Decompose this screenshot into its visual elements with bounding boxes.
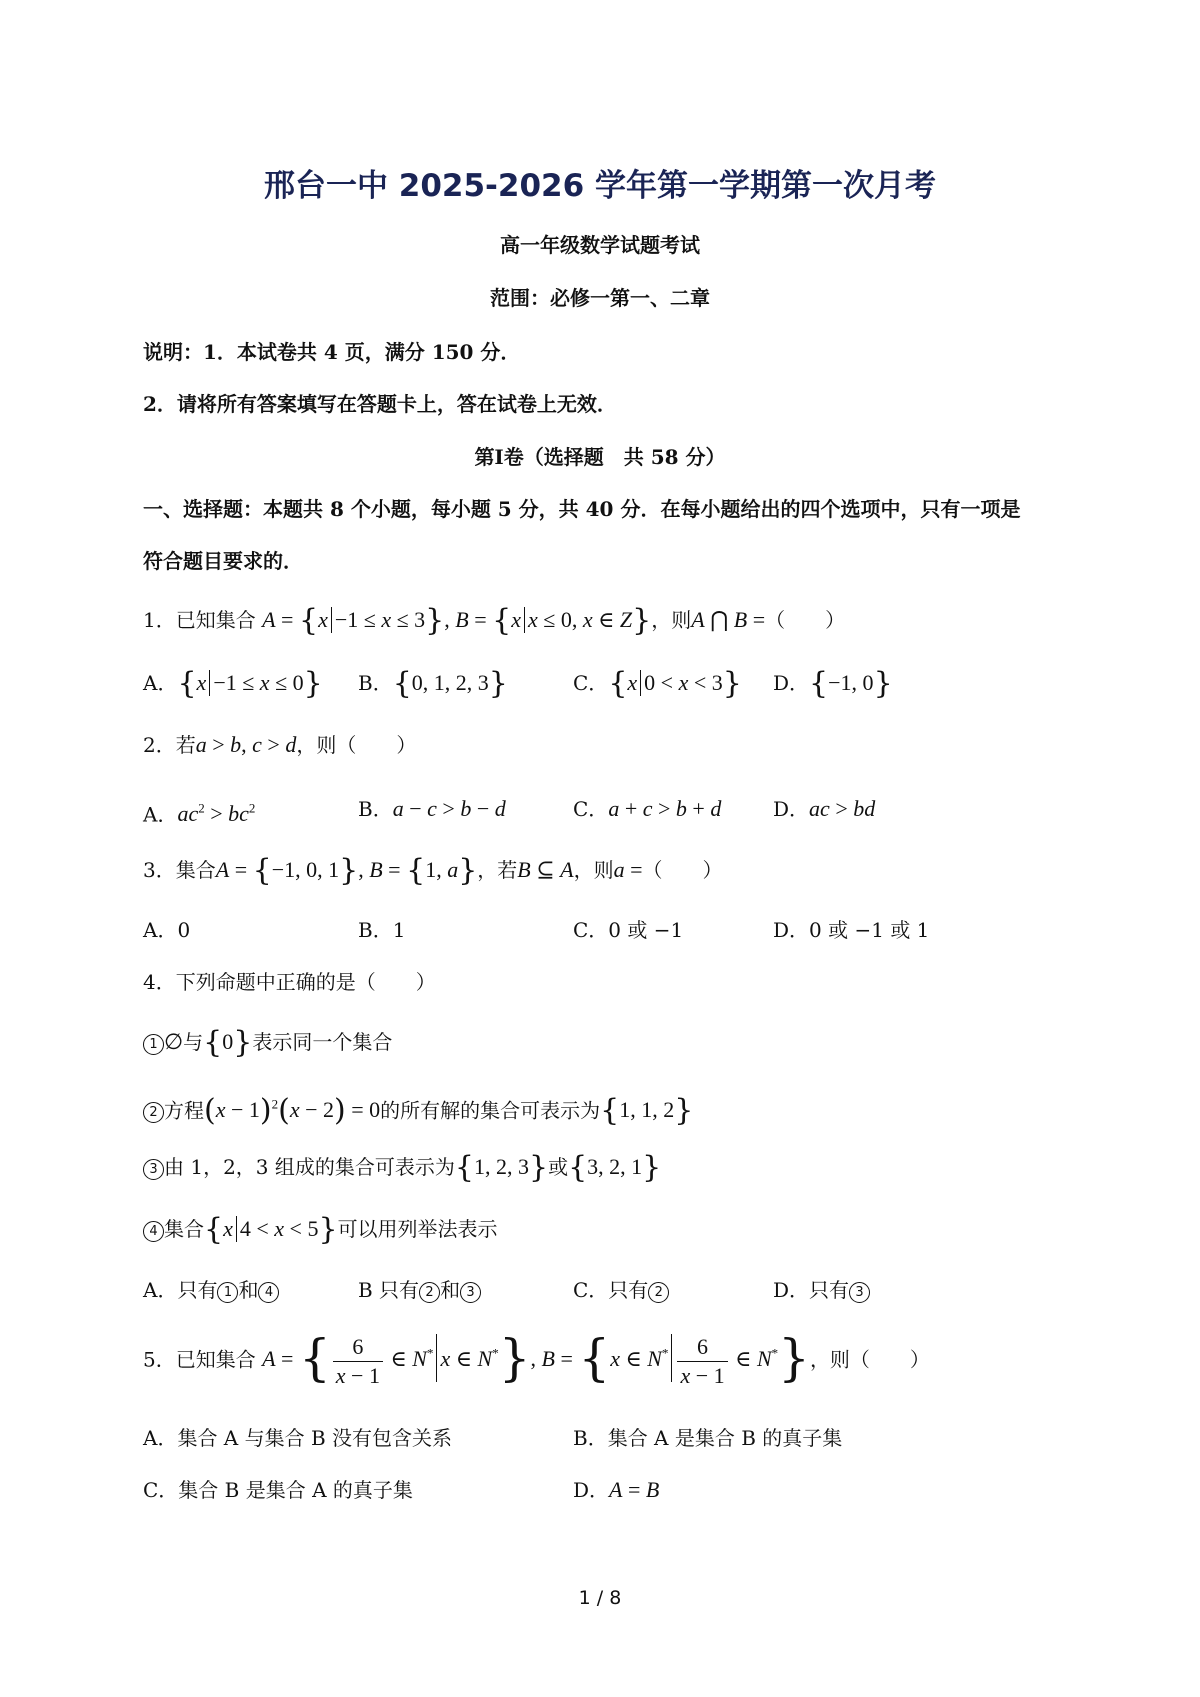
exam-title: 邢台一中 2025-2026 学年第一学期第一次月考	[263, 168, 936, 204]
q4-statement-1: 1 ∅与{0}表示同一个集合	[143, 1027, 392, 1057]
q1-option-b: B．{0, 1, 2, 3}	[358, 666, 508, 701]
q5-option-c: C．集合 B 是集合 A 的真子集	[143, 1478, 413, 1502]
q5-option-d: D．A = B	[573, 1477, 660, 1502]
q1-prefix: 已知集合	[175, 608, 256, 632]
q4-statement-2: 2 方程$(x - 1)^2(x - 2) = 0$的所有解的集合可表示为{1, 1, 2}	[143, 1090, 693, 1125]
q4-statement-4: 4 集合{x 4 < x < 5}可以用列举法表示	[143, 1214, 498, 1244]
q3-option-d: D．0 或 −1 或 1	[773, 918, 930, 942]
q3-sets: A = {−1, 0, 1}, B = {1, a}	[215, 853, 478, 888]
q4-statement-3: 3 由 1，2，3 组成的集合可表示为{1, 2, 3}或{3, 2, 1}	[143, 1152, 661, 1182]
section-intro-1: 一、选择题：本题共 8 个小题，每小题 5 分，共 40 分．在每小题给出的四个选项中，只有一项是	[143, 497, 1021, 521]
question-4: 4．下列命题中正确的是（ ）	[143, 970, 436, 994]
section-intro-2: 符合题目要求的．	[143, 549, 303, 573]
circled-2-icon: 2	[143, 1102, 164, 1123]
q1-paren: （ ）	[765, 608, 846, 632]
circled-1-icon: 1	[143, 1034, 164, 1055]
q4-option-b: B 只有 2 和 3	[358, 1275, 481, 1305]
q5-option-a: A．集合 A 与集合 B 没有包含关系	[143, 1426, 453, 1450]
q3-option-b: B．1	[358, 918, 406, 942]
q1-intersection: A ⋂ B =	[691, 607, 766, 632]
q4-option-c: C．只有 2	[573, 1275, 669, 1305]
q1-option-a: A．{x −1 ≤ x ≤ 0}	[143, 666, 323, 701]
circled-3-icon: 3	[143, 1159, 164, 1180]
exam-scope: 范围：必修一第一、二章	[490, 286, 710, 310]
q1-option-d: D．{−1, 0}	[773, 666, 893, 701]
q2-condition: a > b, c > d	[195, 732, 297, 757]
circled-4-icon: 4	[143, 1221, 164, 1242]
question-5: 5．已知集合 A = { $\frac{6}{x - 1}$ ∈ N* x ∈ N*}, B = {x ∈ N* $\frac{6}{x - 1}$ ∈ N*}，则（ ）	[143, 1329, 930, 1388]
q2-option-c: C．a + c > b + d	[573, 796, 722, 821]
q1-mid: ，则	[651, 608, 692, 632]
exam-subtitle: 高一年级数学试题考试	[500, 233, 700, 257]
q2-option-a: A．$ac^2 > bc^2$	[143, 801, 256, 827]
question-3: 3．集合A = {−1, 0, 1}, B = {1, a}，若B ⊆ A，则a =（ ）	[143, 853, 723, 888]
q1-option-c: C．{x 0 < x < 3}	[573, 666, 742, 701]
q5-sets: A = { $\frac{6}{x - 1}$ ∈ N* x ∈ N*}, B = {x ∈ N* $\frac{6}{x - 1}$ ∈ N*}	[262, 1329, 810, 1388]
q2-option-b: B．a − c > b − d	[358, 796, 506, 821]
question-1	[143, 603, 846, 638]
q2-option-d: D．ac > bd	[773, 796, 876, 821]
q1-number: 1．	[143, 608, 176, 632]
q3-option-a: A．0	[143, 918, 191, 942]
note-line-1: 说明：1．本试卷共 4 页，满分 150 分．	[143, 340, 521, 364]
question-2: 2．若a > b, c > d，则（ ）	[143, 732, 417, 757]
note-line-2: 2．请将所有答案填写在答题卡上，答在试卷上无效．	[143, 392, 617, 416]
q4-option-a: A．只有 1 和 4	[143, 1275, 279, 1305]
page-number: 1 / 8	[578, 1587, 622, 1609]
q1-set-expr: A = {x −1 ≤ x ≤ 3}, B = {x x ≤ 0, x ∈ Z}	[262, 603, 652, 638]
volume-heading: 第Ⅰ卷（选择题 共 58 分）	[474, 445, 726, 469]
q5-option-b: B．集合 A 是集合 B 的真子集	[573, 1426, 843, 1450]
q3-option-c: C．0 或 −1	[573, 918, 684, 942]
q4-option-d: D．只有 3	[773, 1275, 870, 1305]
